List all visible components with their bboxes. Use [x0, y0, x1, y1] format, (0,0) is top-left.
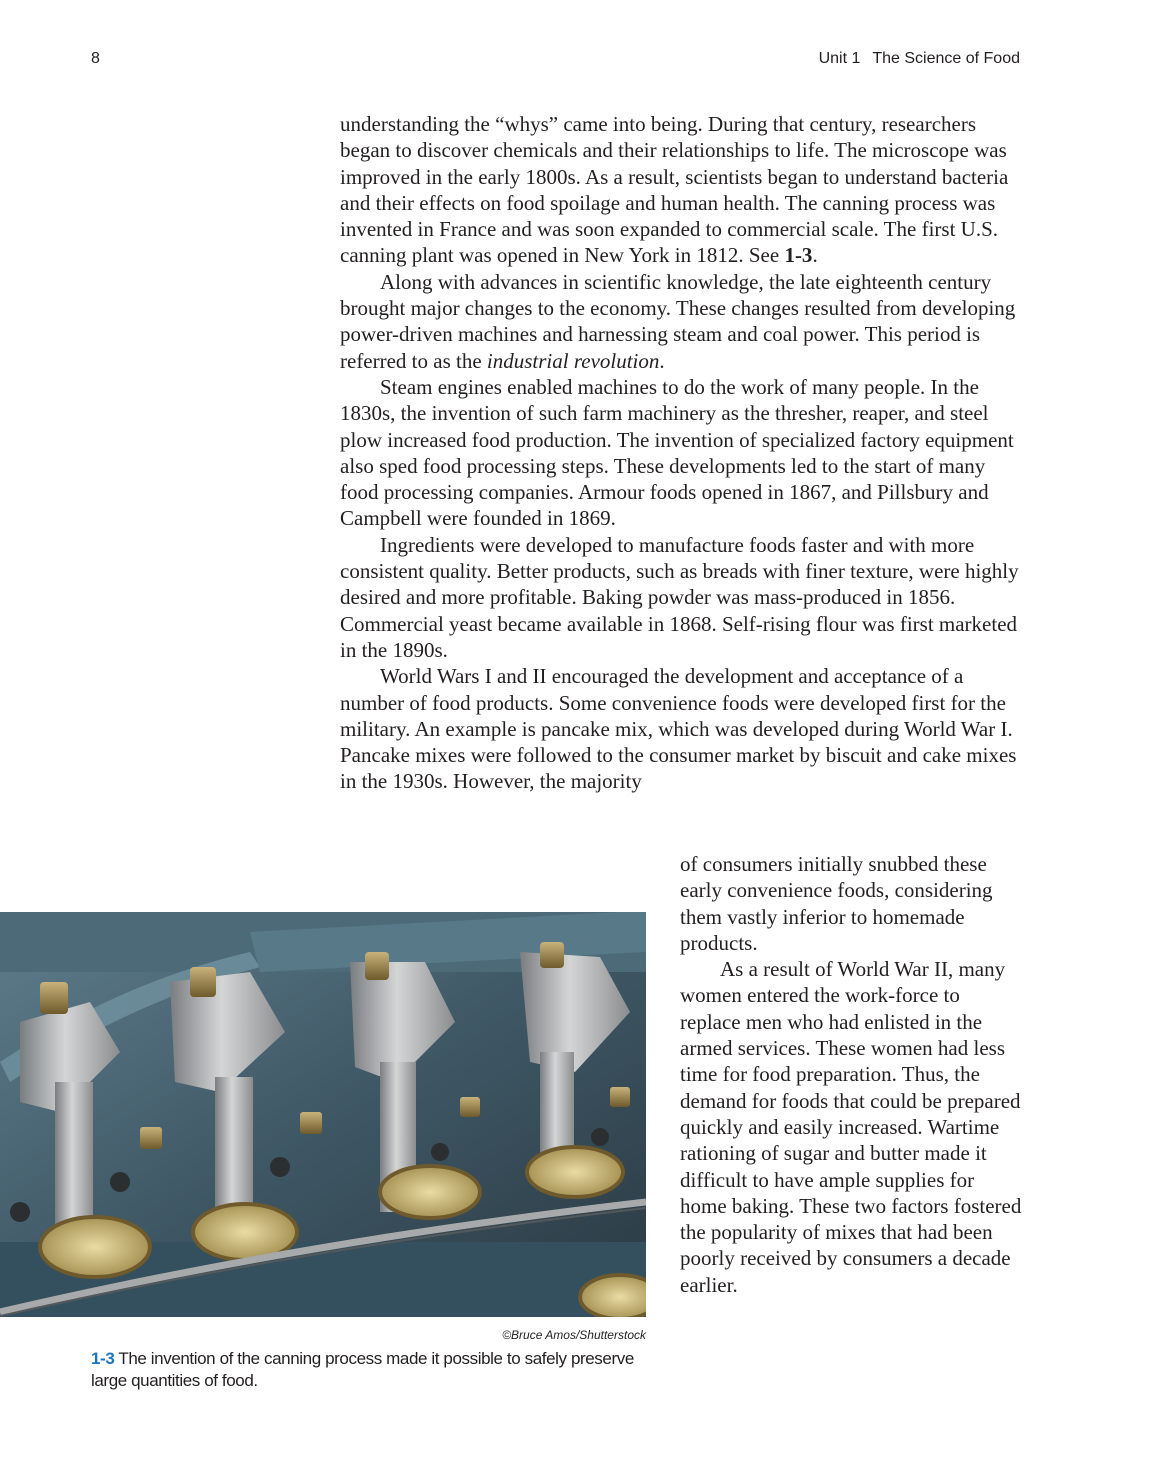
body-text-narrow	[680, 851, 1025, 1298]
body-text	[340, 111, 1022, 795]
paragraph-text: Along with advances in scientific knowledge, the late eighteenth century brought major changes to the economy. These changes resulted from developing power-driven machines and harnessing steam and coal power. This period is referred to as the	[340, 269, 1016, 373]
paragraph-end: .	[659, 348, 665, 373]
paragraph-end: .	[812, 243, 818, 268]
figure-number: 1-3	[91, 1349, 115, 1368]
photo-credit: ©Bruce Amos/Shutterstock	[502, 1328, 646, 1342]
paragraph	[340, 111, 1022, 269]
chapter-title: The Science of Food	[872, 50, 1020, 67]
figure-caption	[91, 1348, 651, 1392]
paragraph: Steam engines enabled machines to do the work of many people. In the 1830s, the invention of such farm machinery as the thresher, reaper, and steel plow increased food production. The invention of specialized factory equipment also sped food processing steps. These developments led to the start of many food processing companies. Armour foods opened in 1867, and Pillsbury and Campbell were founded in 1869.	[340, 374, 1014, 531]
paragraph: World Wars I and II encouraged the development and acceptance of a number of food products. Some convenience foods were developed first for the military. An example is pancake mix, which was developed during World War I. Pancake mixes were followed to the consumer market by biscuit and cake mixes in the 1930s. However, the majority	[340, 664, 1017, 794]
paragraph-text: understanding the “whys” came into being. During that century, researchers began to discover chemicals and their relationships to life. The microscope was improved in the early 1800s. As a result, scientists began to understand bacteria and their effects on food spoilage and human health. The canning process was invented in France and was soon expanded to commercial scale. The first U.S. canning plant was opened in New York in 1812. See	[340, 112, 1009, 268]
key-term: industrial revolution	[486, 348, 660, 373]
paragraph: Ingredients were developed to manufacture foods faster and with more consistent quality. Better products, such as breads with finer texture, were highly desired and more profitable. Baking powder was mass-produced in 1856. Commercial yeast became available in 1868. Self-rising flour was first marketed in the 1890s.	[340, 532, 1019, 662]
caption-text: The invention of the canning process made it possible to safely preserve large quantities of food.	[91, 1349, 634, 1390]
paragraph	[340, 269, 1022, 374]
photo-illustration	[0, 912, 646, 1317]
figure-reference: 1-3	[784, 243, 813, 268]
canning-machine-photo	[0, 912, 646, 1317]
unit-label: Unit 1	[818, 50, 861, 67]
paragraph-continued: of consumers initially snubbed these early convenience foods, considering them vastly inferior to homemade products.	[680, 852, 993, 955]
running-head	[819, 50, 1020, 68]
paragraph: As a result of World War II, many women entered the work-force to replace men who had enlisted in the armed services. These women had less time for food preparation. Thus, the demand for foods that could be prepared quickly and easily increased. Wartime rationing of sugar and butter made it difficult to have ample supplies for home baking. These two factors fostered the popularity of mixes that had been poorly received by consumers a decade earlier.	[680, 957, 1022, 1297]
page-number: 8	[91, 50, 100, 67]
